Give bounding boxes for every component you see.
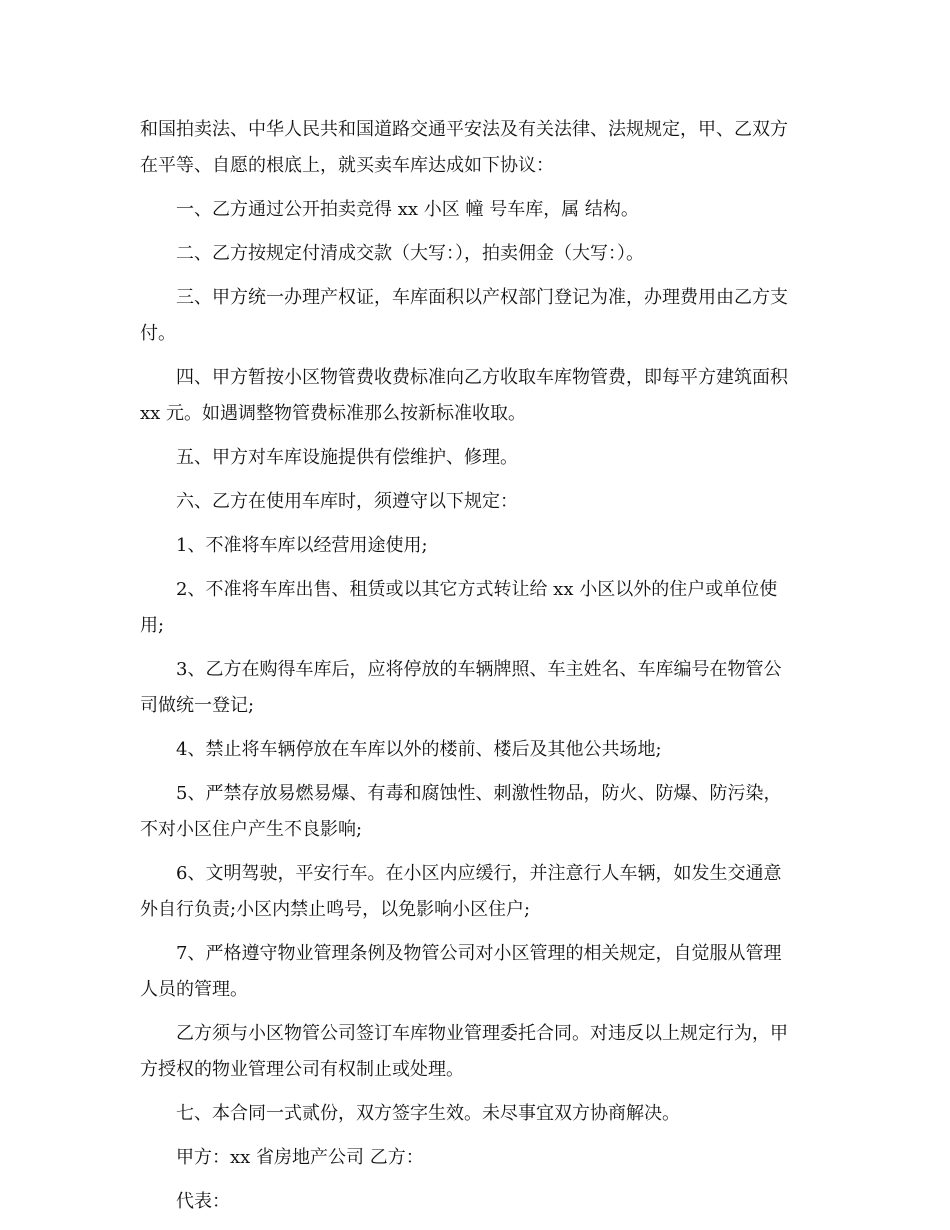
document-paragraph bbox=[140, 192, 812, 228]
document-paragraph bbox=[140, 236, 812, 272]
paragraph-line: xx 元。如遇调整物管费标准那么按新标准收取。 bbox=[140, 403, 527, 424]
paragraph-line: 和国拍卖法、中华人民共和国道路交通平安法及有关法律、法规规定，甲、乙双方 bbox=[140, 119, 788, 140]
document-body bbox=[140, 112, 812, 1228]
document-paragraph bbox=[140, 280, 812, 352]
paragraph-line: 五、甲方对车库设施提供有偿维护、修理。 bbox=[176, 447, 518, 468]
paragraph-line: 2、不准将车库出售、租赁或以其它方式转让给 xx 小区以外的住户或单位使 bbox=[176, 579, 778, 600]
paragraph-line: 一、乙方通过公开拍卖竞得 xx 小区 幢 号车库，属 结构。 bbox=[176, 199, 639, 220]
paragraph-line: 六、乙方在使用车库时，须遵守以下规定： bbox=[176, 491, 518, 512]
document-paragraph bbox=[140, 1140, 812, 1176]
paragraph-line: 6、文明驾驶，平安行车。在小区内应缓行，并注意行人车辆，如发生交通意 bbox=[176, 863, 782, 884]
paragraph-line: 人员的管理。 bbox=[140, 979, 248, 1000]
document-paragraph bbox=[140, 776, 812, 848]
paragraph-line: 乙方须与小区物管公司签订车库物业管理委托合同。对违反以上规定行为，甲 bbox=[176, 1023, 788, 1044]
paragraph-line: 司做统一登记; bbox=[140, 695, 255, 716]
paragraph-line: 三、甲方统一办理产权证，车库面积以产权部门登记为准，办理费用由乙方支 bbox=[176, 287, 788, 308]
paragraph-line: 在平等、自愿的根底上，就买卖车库达成如下协议： bbox=[140, 155, 554, 176]
paragraph-line: 二、乙方按规定付清成交款（大写：），拍卖佣金（大写：）。 bbox=[176, 243, 644, 264]
paragraph-line: 3、乙方在购得车库后，应将停放的车辆牌照、车主姓名、车库编号在物管公 bbox=[176, 659, 782, 680]
document-paragraph bbox=[140, 1096, 812, 1132]
document-paragraph bbox=[140, 528, 812, 564]
document-paragraph bbox=[140, 1184, 812, 1220]
paragraph-line: 1、不准将车库以经营用途使用; bbox=[176, 535, 428, 556]
document-paragraph bbox=[140, 1016, 812, 1088]
document-paragraph bbox=[140, 484, 812, 520]
paragraph-line: 不对小区住户产生不良影响; bbox=[140, 819, 363, 840]
document-paragraph bbox=[140, 652, 812, 724]
document-paragraph bbox=[140, 360, 812, 432]
paragraph-line: 代表： bbox=[176, 1191, 230, 1212]
paragraph-line: 5、严禁存放易燃易爆、有毒和腐蚀性、刺激性物品，防火、防爆、防污染， bbox=[176, 783, 782, 804]
paragraph-line: 付。 bbox=[140, 323, 176, 344]
paragraph-line: 七、本合同一式贰份，双方签字生效。未尽事宜双方协商解决。 bbox=[176, 1103, 680, 1124]
document-paragraph bbox=[140, 856, 812, 928]
document-paragraph bbox=[140, 112, 812, 184]
document-paragraph bbox=[140, 732, 812, 768]
document-paragraph bbox=[140, 936, 812, 1008]
paragraph-line: 4、禁止将车辆停放在车库以外的楼前、楼后及其他公共场地; bbox=[176, 739, 662, 760]
document-paragraph bbox=[140, 440, 812, 476]
document-paragraph bbox=[140, 572, 812, 644]
paragraph-line: 外自行负责;小区内禁止鸣号，以免影响小区住户; bbox=[140, 899, 531, 920]
paragraph-line: 甲方：xx 省房地产公司 乙方： bbox=[176, 1147, 424, 1168]
paragraph-line: 四、甲方暂按小区物管费收费标准向乙方收取车库物管费，即每平方建筑面积 bbox=[176, 367, 788, 388]
paragraph-line: 7、严格遵守物业管理条例及物管公司对小区管理的相关规定，自觉服从管理 bbox=[176, 943, 782, 964]
paragraph-line: 方授权的物业管理公司有权制止或处理。 bbox=[140, 1059, 464, 1080]
paragraph-line: 用; bbox=[140, 615, 165, 636]
